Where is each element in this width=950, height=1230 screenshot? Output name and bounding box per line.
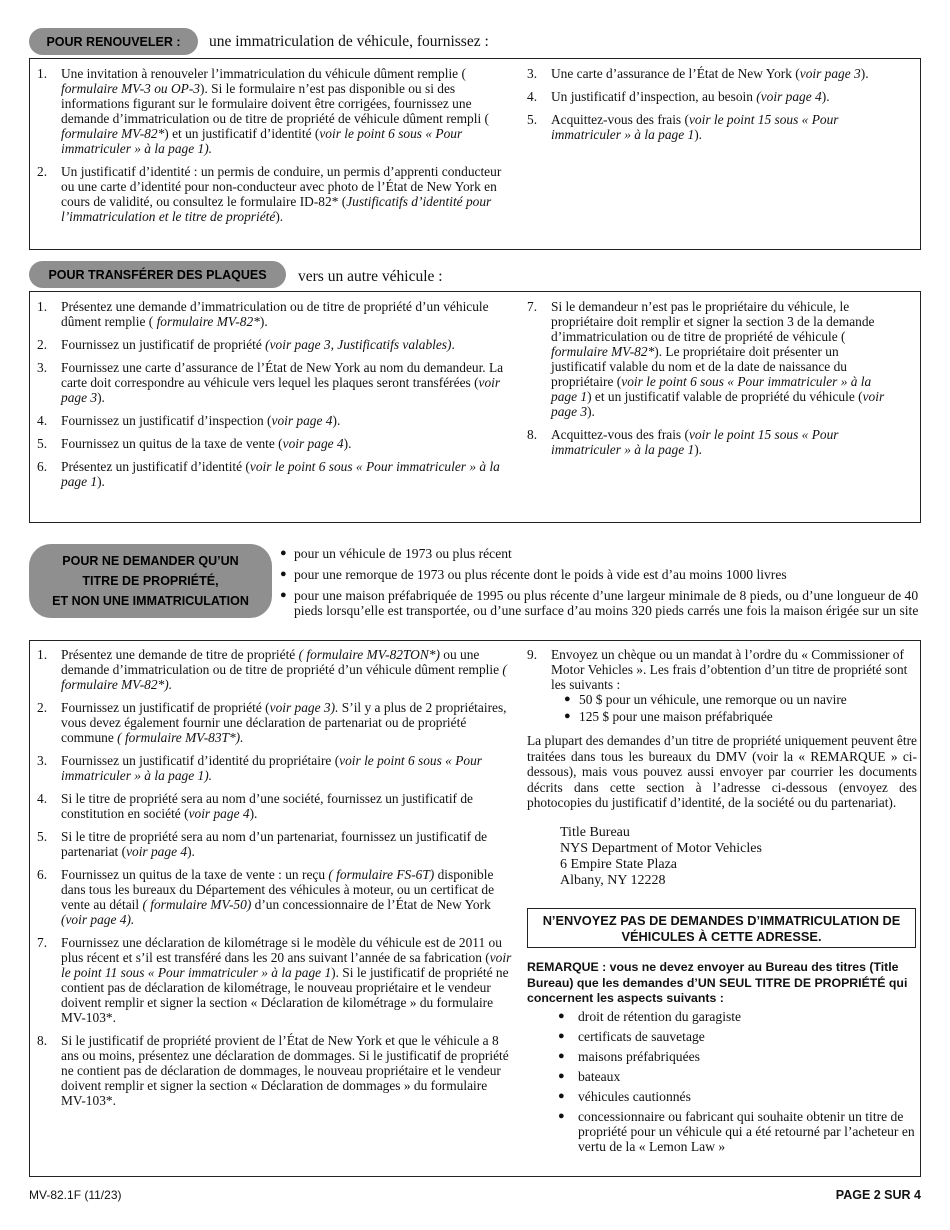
item-text: Fournissez un quitus de la taxe de vente (voir page 4). [61, 436, 352, 451]
item-number: 7. [37, 935, 48, 950]
note-item: ● concessionnaire ou fabricant qui souhaite obtenir un titre de propriété pour un véhicule qui a été retourné par l’acheteur en vertu de la « Lemon Law » [558, 1109, 915, 1154]
item-number: 3. [37, 753, 48, 768]
item-number: 4. [37, 413, 48, 428]
address-line: Albany, NY 12228 [560, 872, 666, 888]
item-number: 6. [37, 867, 48, 882]
item-text: Fournissez un justificatif de propriété (voir page 3). S’il y a plus de 2 propriétaires, vous devez également fournir une déclaration de partenariat ou de propriété commune ( formulaire MV-83T*). [61, 700, 507, 745]
transfer-heading: vers un autre véhicule : [298, 268, 443, 285]
item-text: Acquittez-vous des frais (voir le point 15 sous « Pour immatriculer » à la page 1). [551, 427, 839, 457]
address-line: NYS Department of Motor Vehicles [560, 840, 762, 856]
item-text: Acquittez-vous des frais (voir le point 15 sous « Pour immatriculer » à la page 1). [551, 112, 839, 142]
note-text: REMARQUE : vous ne devez envoyer au Bureau des titres (Title Bureau) que les demandes d’UN SEUL TITRE DE PROPRIÉTÉ qui concernent les aspects suivants : [527, 960, 908, 1005]
list-item [527, 89, 879, 104]
item-text: Un justificatif d’identité : un permis de conduire, un permis d’apprenti conducteur ou une carte d’identité pour non-conducteur avec photo de l’État de New York en cours de validité, ou consultez le formulaire ID-82* (Justificatifs d’identité pour l’immatriculation et le titre de propriété). [61, 164, 502, 224]
title-only-pill-line-1: POUR NE DEMANDER QU’UN [62, 554, 239, 568]
note-item: ● maisons préfabriquées [558, 1049, 700, 1064]
item-number: 1. [37, 66, 48, 81]
item-number: 4. [37, 791, 48, 806]
list-item [37, 413, 509, 428]
transfer-pill: POUR TRANSFÉRER DES PLAQUES [29, 261, 286, 288]
address-line: Title Bureau [560, 824, 630, 840]
item-text: Fournissez un quitus de la taxe de vente : un reçu ( formulaire FS-6T) disponible dans tous les bureaux du Département des véhicules à moteur, ou un certificat de vente au détail ( formulaire MV-50) d’un concessionnaire de l’État de New York (voir page 4). [61, 867, 495, 927]
item-text: Fournissez une carte d’assurance de l’État de New York au nom du demandeur. La carte doit correspondre au véhicule vers lequel les plaques seront transférées (voir page 3). [61, 360, 504, 405]
list-item [37, 791, 512, 821]
transfer-left-col [37, 299, 509, 497]
item-number: 1. [37, 299, 48, 314]
renew-pill: POUR RENOUVELER : [29, 28, 198, 55]
page-number: PAGE 2 SUR 4 [835, 1188, 921, 1202]
title-only-bullet: ● pour un véhicule de 1973 ou plus récent [280, 546, 512, 561]
list-item [37, 436, 509, 451]
address-line: 6 Empire State Plaza [560, 856, 678, 872]
title-only-pill-line-3: ET NON UNE IMMATRICULATION [52, 594, 249, 608]
item-number: 5. [37, 436, 48, 451]
item-text: Fournissez un justificatif de propriété (voir page 3, Justificatifs valables). [61, 337, 455, 352]
title-only-bullets [280, 546, 920, 625]
list-item [37, 66, 509, 156]
mail-paragraph: La plupart des demandes d’un titre de propriété uniquement peuvent être traitées dans tous les bureaux du DMV (voir la « REMARQUE » ci-dessous), mais vous pouvez aussi envoyer par courrier les documents décrits dans cette section à l’adresse ci-dessous (envoyez des photocopies du justificatif d’identité, de la société ou du partenariat). [527, 733, 917, 810]
list-item [527, 427, 887, 457]
item-number: 2. [37, 700, 48, 715]
list-item [37, 753, 512, 783]
list-item [527, 66, 879, 81]
title-only-pill [29, 544, 272, 618]
item-text: Fournissez une déclaration de kilométrage si le modèle du véhicule est de 2011 ou plus récent et s’il est transféré dans les 20 ans suivant l’année de sa fabrication (voir le point 11 sous « Pour immatriculer » à la page 1). Si le justificatif de propriété ne contient pas de déclaration de kilométrage, le nouveau propriétaire et le vendeur doivent remplir et signer la section « Déclaration de kilométrage » du formulaire MV-103*. [61, 935, 512, 1025]
transfer-box [29, 291, 921, 523]
transfer-right-col [527, 299, 887, 465]
warning-box: N’ENVOYEZ PAS DE DEMANDES D’IMMATRICULATION DE VÉHICULES À CETTE ADRESSE. [527, 908, 916, 948]
list-item [37, 299, 509, 329]
list-item [37, 829, 512, 859]
title-only-pill-line-2: TITRE DE PROPRIÉTÉ, [82, 574, 219, 588]
item-text: Fournissez un justificatif d’identité du propriétaire (voir le point 6 sous « Pour immatriculer » à la page 1). [61, 753, 482, 783]
item-text: Si le demandeur n’est pas le propriétaire du véhicule, le propriétaire doit remplir et signer la section 3 de la demande d’immatriculation ou de titre de propriété de véhicule ( formulaire MV-82*). Le propriétaire doit présenter un justificatif valable du nom et de la date de naissance du propriétaire (voir le point 6 sous « Pour immatriculer » à la page 1) et un justificatif valable de propriété du véhicule (voir page 3). [551, 299, 885, 419]
note-item: ● bateaux [558, 1069, 621, 1084]
list-item [37, 1033, 512, 1108]
item-number: 2. [37, 164, 48, 179]
item-text: Si le titre de propriété sera au nom d’une société, fournissez un justificatif de constitution en société (voir page 4). [61, 791, 473, 821]
list-item [37, 647, 512, 692]
title-only-bullet: ● pour une remorque de 1973 ou plus récente dont le poids à vide est d’au moins 1000 livres [280, 567, 787, 582]
item-text: Un justificatif d’inspection, au besoin (voir page 4). [551, 89, 830, 104]
title-only-right-col [527, 647, 917, 889]
item-number: 3. [527, 66, 538, 81]
list-item [37, 935, 512, 1025]
note-item: ● droit de rétention du garagiste [558, 1009, 742, 1024]
item-text: Une invitation à renouveler l’immatriculation du véhicule dûment remplie ( formulaire MV-3 ou OP-3). Si le formulaire n’est pas disponible ou si des informations figurant sur le formulaire doivent être corrigées, fournissez une demande d’immatriculation ou de titre de propriété de véhicule dûment rempli ( formulaire MV-82*) et un justificatif d’identité (voir le point 6 sous « Pour immatriculer » à la page 1). [61, 66, 489, 156]
list-item [37, 459, 509, 489]
item-number: 1. [37, 647, 48, 662]
form-number: MV-82.1F (11/23) [29, 1188, 122, 1202]
item-text: Présentez une demande d’immatriculation ou de titre de propriété d’un véhicule dûment remplie ( formulaire MV-82*). [61, 299, 489, 329]
fee-item: ● 125 $ pour une maison préfabriquée [564, 709, 773, 724]
item-number: 3. [37, 360, 48, 375]
renew-box [29, 58, 921, 250]
list-item [37, 700, 512, 745]
item-number: 7. [527, 299, 538, 314]
item-text: Si le justificatif de propriété provient de l’État de New York et que le véhicule a 8 ans ou moins, présentez une déclaration de dommages. Si le justificatif de propriété ne contient pas de déclaration de dommages, le nouveau propriétaire et le vendeur doivent remplir et signer la section « Déclaration de dommages » du formulaire MV-103*. [61, 1033, 509, 1108]
list-item [37, 867, 512, 927]
item-number: 8. [37, 1033, 48, 1048]
list-item [37, 164, 509, 224]
item-number: 4. [527, 89, 538, 104]
title-only-box [29, 640, 921, 1177]
item-text: Une carte d’assurance de l’État de New York (voir page 3). [551, 66, 869, 81]
item-text: Présentez une demande de titre de propriété ( formulaire MV-82TON*) ou une demande d’immatriculation ou de titre de propriété d’un véhicule dûment remplie ( formulaire MV-82*). [61, 647, 507, 692]
renew-right-col [527, 66, 879, 150]
fees-list [564, 692, 917, 724]
item-text: Fournissez un justificatif d’inspection (voir page 4). [61, 413, 341, 428]
note-item: ● certificats de sauvetage [558, 1029, 705, 1044]
item-text: Présentez un justificatif d’identité (voir le point 6 sous « Pour immatriculer » à la page 1). [61, 459, 500, 489]
item-text: Si le titre de propriété sera au nom d’un partenariat, fournissez un justificatif de partenariat (voir page 4). [61, 829, 488, 859]
list-item [527, 112, 879, 142]
item-9-text: Envoyez un chèque ou un mandat à l’ordre du « Commissioner of Motor Vehicles ». Les frais d’obtention d’un titre de propriété sont les suivants : [551, 647, 908, 692]
renew-heading: une immatriculation de véhicule, fournissez : [209, 33, 489, 50]
item-number: 8. [527, 427, 538, 442]
title-only-item-9: 9. Envoyez un chèque ou un mandat à l’ordre du « Commissioner of Motor Vehicles ». Les frais d’obtention d’un titre de propriété sont les suivants : [527, 647, 917, 692]
title-only-bullet: ● pour une maison préfabriquée de 1995 ou plus récente d’une largeur minimale de 8 pieds, ou d’une longueur de 40 pieds lorsqu’elle est transportée, ou d’une surface d’au moins 320 pieds carrés une fois la maison érigée sur un site [280, 588, 919, 618]
title-only-left-col [37, 647, 512, 1116]
note-list [558, 1009, 918, 1161]
item-number: 2. [37, 337, 48, 352]
mailing-address [560, 825, 917, 889]
item-number: 6. [37, 459, 48, 474]
item-number: 5. [527, 112, 538, 127]
fee-item: ● 50 $ pour un véhicule, une remorque ou un navire [564, 692, 847, 707]
list-item [37, 337, 509, 352]
note-item: ● véhicules cautionnés [558, 1089, 691, 1104]
renew-left-col [37, 66, 509, 232]
list-item [527, 299, 887, 419]
list-item [37, 360, 509, 405]
item-number: 5. [37, 829, 48, 844]
